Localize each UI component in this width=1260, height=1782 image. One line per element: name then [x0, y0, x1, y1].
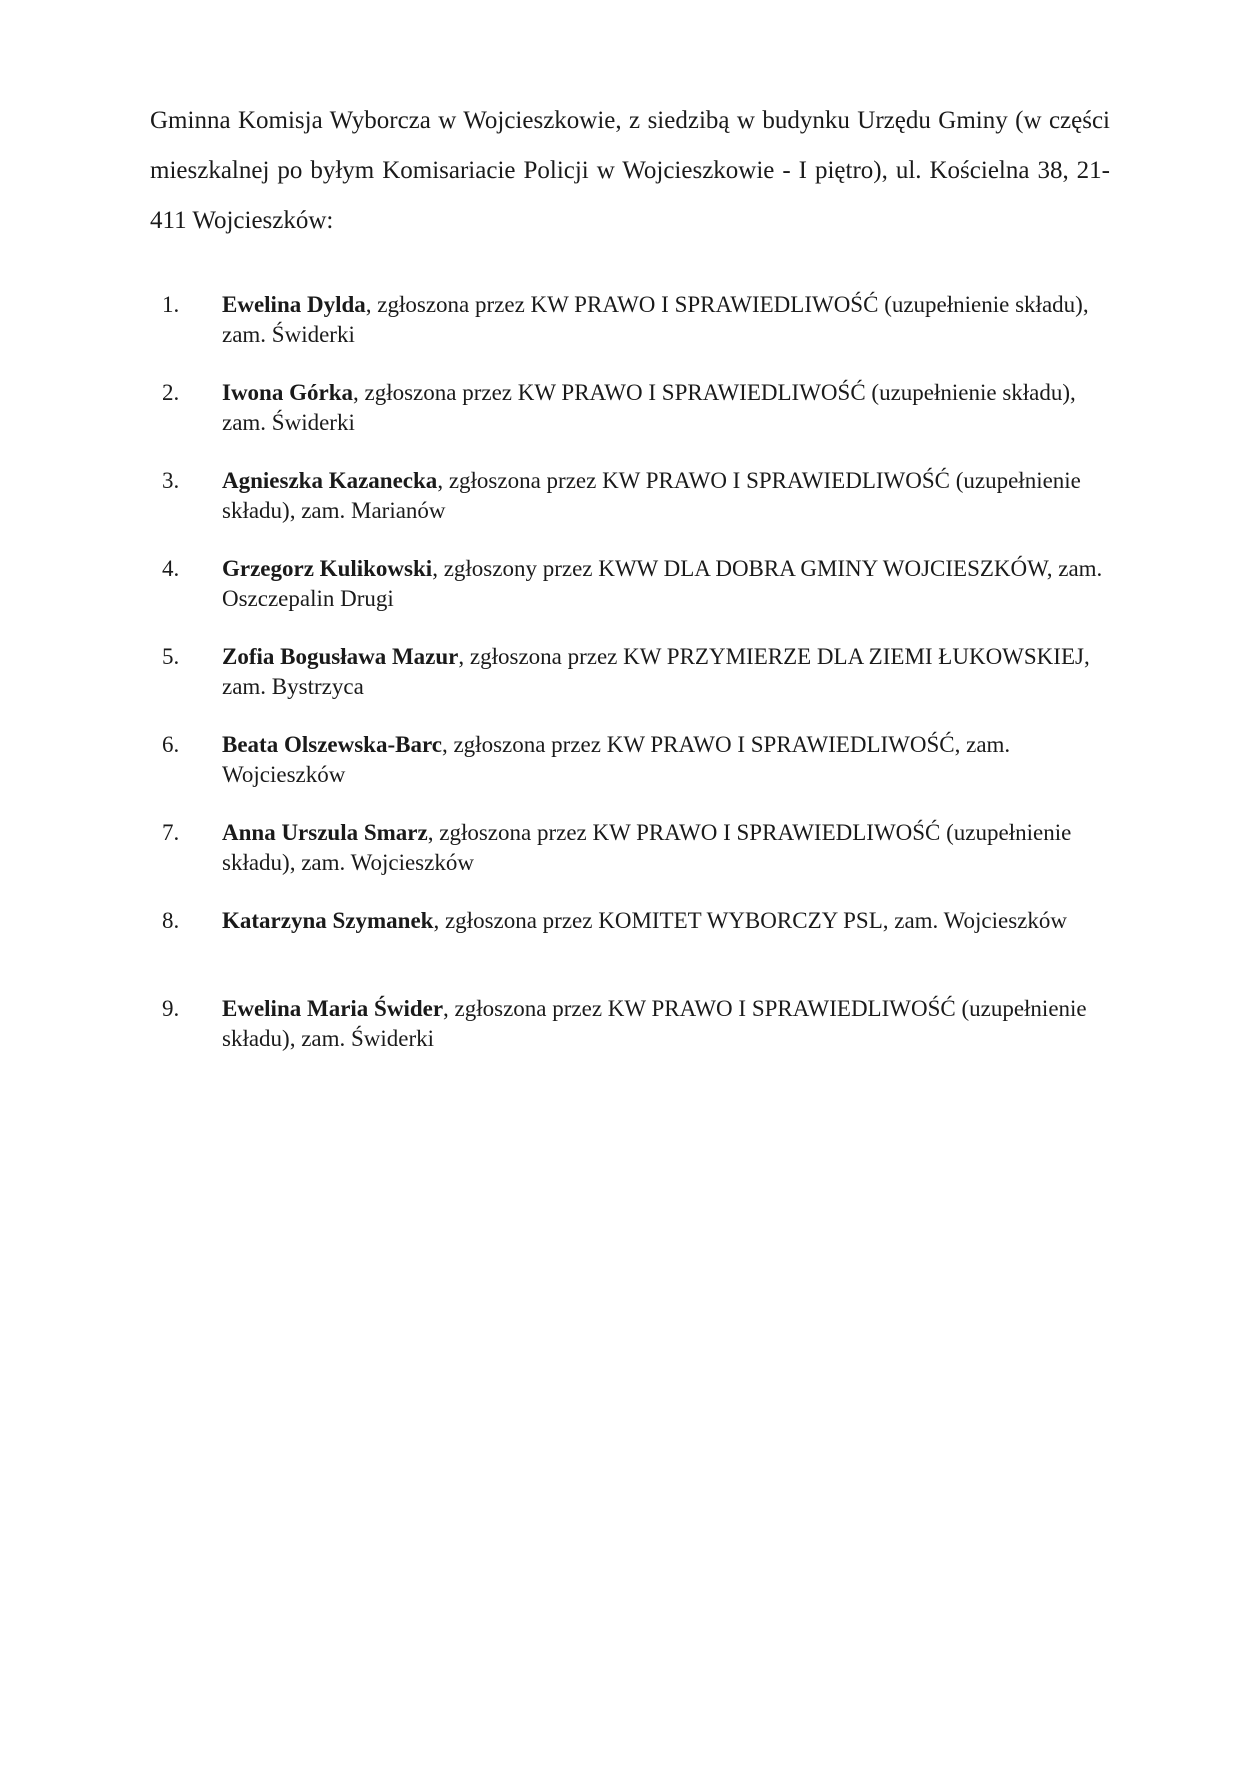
- list-item: [150, 290, 1110, 378]
- member-details: , zgłoszona przez KW PRZYMIERZE DLA ZIEMI ŁUKOWSKIEJ, zam. Bystrzyca: [222, 644, 1090, 699]
- member-name: Grzegorz Kulikowski: [222, 556, 433, 581]
- list-item: [150, 818, 1110, 906]
- member-name: Beata Olszewska-Barc: [222, 732, 442, 757]
- list-item: [150, 466, 1110, 554]
- member-details: , zgłoszona przez KW PRAWO I SPRAWIEDLIWOŚĆ (uzupełnienie składu), zam. Świderki: [222, 996, 1087, 1051]
- item-number: 3.: [162, 468, 180, 493]
- member-name: Zofia Bogusława Mazur: [222, 644, 459, 669]
- member-name: Iwona Górka: [222, 380, 353, 405]
- item-number: 6.: [162, 732, 180, 757]
- commission-address-paragraph: Gminna Komisja Wyborcza w Wojcieszkowie, z siedzibą w budynku Urzędu Gminy (w części mieszkalnej po byłym Komisariacie Policji w Wojcieszkowie - I piętro), ul. Kościelna 38, 21-411 Wojcieszków:: [150, 107, 1110, 234]
- list-item: [150, 994, 1110, 1082]
- item-number: 5.: [162, 644, 180, 669]
- member-details: , zgłoszony przez KWW DLA DOBRA GMINY WOJCIESZKÓW, zam. Oszczepalin Drugi: [222, 556, 1103, 611]
- list-item: [150, 730, 1110, 818]
- member-details: , zgłoszona przez KOMITET WYBORCZY PSL, zam. Wojcieszków: [433, 908, 1067, 933]
- member-name: Ewelina Dylda: [222, 292, 366, 317]
- member-details: , zgłoszona przez KW PRAWO I SPRAWIEDLIWOŚĆ (uzupełnienie składu), zam. Świderki: [222, 380, 1076, 435]
- member-details: , zgłoszona przez KW PRAWO I SPRAWIEDLIWOŚĆ (uzupełnienie składu), zam. Wojcieszków: [222, 820, 1072, 875]
- member-name: Anna Urszula Smarz: [222, 820, 428, 845]
- member-details: , zgłoszona przez KW PRAWO I SPRAWIEDLIWOŚĆ, zam. Wojcieszków: [222, 732, 1011, 787]
- list-item: [150, 906, 1110, 994]
- member-details: , zgłoszona przez KW PRAWO I SPRAWIEDLIWOŚĆ (uzupełnienie składu), zam. Świderki: [222, 292, 1089, 347]
- member-name: Katarzyna Szymanek: [222, 908, 434, 933]
- item-number: 1.: [162, 292, 180, 317]
- item-number: 8.: [162, 908, 180, 933]
- member-name: Agnieszka Kazanecka: [222, 468, 438, 493]
- member-details: , zgłoszona przez KW PRAWO I SPRAWIEDLIWOŚĆ (uzupełnienie składu), zam. Marianów: [222, 468, 1081, 523]
- item-number: 7.: [162, 820, 180, 845]
- list-item: [150, 554, 1110, 642]
- item-number: 9.: [162, 996, 180, 1021]
- item-number: 4.: [162, 556, 180, 581]
- member-name: Ewelina Maria Świder: [222, 996, 444, 1021]
- list-item: [150, 642, 1110, 730]
- members-list: [150, 290, 1110, 1082]
- item-number: 2.: [162, 380, 180, 405]
- list-item: [150, 378, 1110, 466]
